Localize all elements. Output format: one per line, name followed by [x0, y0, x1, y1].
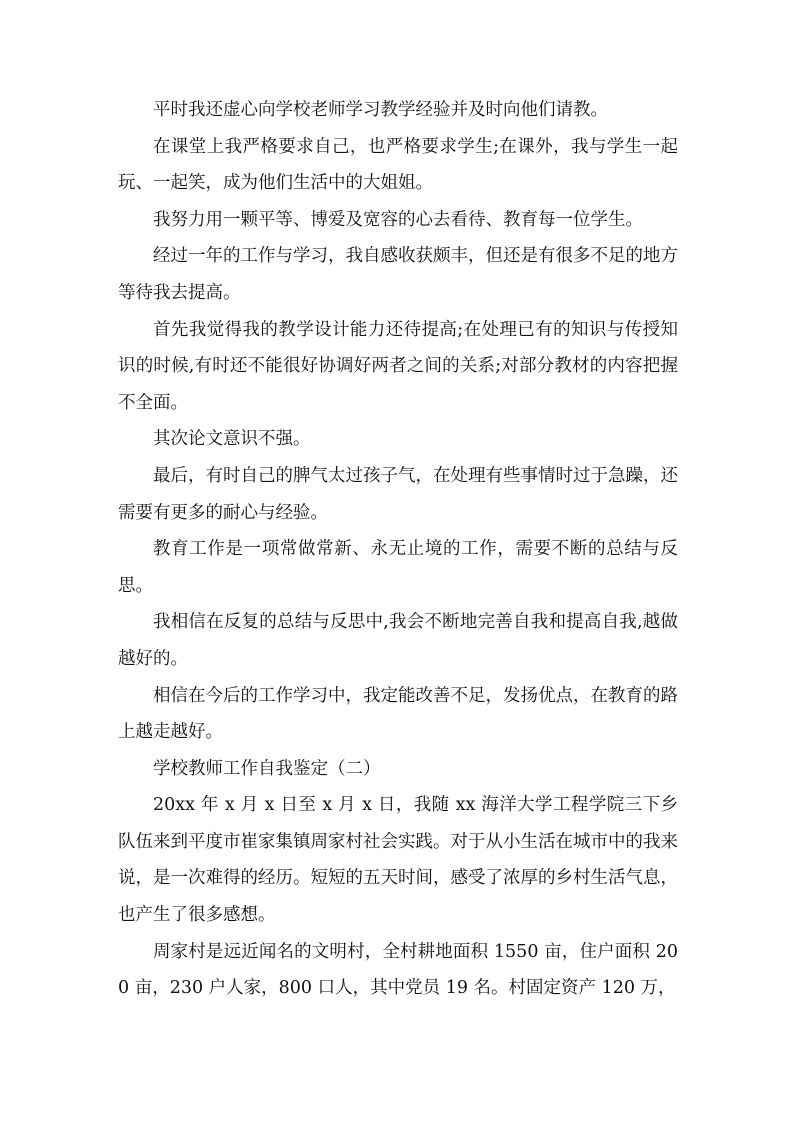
paragraph: 平时我还虚心向学校老师学习教学经验并及时向他们请教。: [153, 100, 608, 120]
paragraph: 其次论文意识不强。: [153, 429, 311, 450]
paragraph: 首先我觉得我的教学设计能力还待提高;在处理已有的知识与传授知识的时候,有时还不能很好协调好两者之间的关系;对部分教材的内容把握不全面。: [118, 319, 678, 413]
paragraph: 在课堂上我严格要求自己，也严格要求学生;在课外，我与学生一起玩、一起笑，成为他们生活中的大姐姐。: [118, 136, 678, 194]
paragraph: 教育工作是一项常做常新、永无止境的工作，需要不断的总结与反思。: [118, 539, 678, 596]
section-heading: 学校教师工作自我鉴定（二）: [153, 758, 381, 779]
paragraph: 周家村是远近闻名的文明村，全村耕地面积 1550 亩，住户面积 200 亩，230 户人家，800 口人，其中党员 19 名。村固定资产 120 万，: [118, 941, 678, 999]
paragraph: 我努力用一颗平等、博爱及宽容的心去看待、教育每一位学生。: [153, 209, 643, 230]
paragraph: 经过一年的工作与学习，我自感收获颇丰，但还是有很多不足的地方等待我去提高。: [118, 246, 678, 303]
document-body: [118, 92, 678, 1007]
paragraph: 最后，有时自己的脾气太过孩子气，在处理有些事情时过于急躁，还需要有更多的耐心与经验。: [118, 465, 678, 523]
paragraph: 我相信在反复的总结与反思中,我会不断地完善自我和提高自我,越做越好的。: [118, 612, 678, 669]
paragraph: 20xx 年 x 月 x 日至 x 月 x 日，我随 xx 海洋大学工程学院三下乡队伍来到平度市崔家集镇周家村社会实践。对于从小生活在城市中的我来说，是一次难得的经历。短短的五天时间，感受了浓厚的乡村生活气息，也产生了很多感想。: [118, 795, 678, 926]
paragraph: 相信在今后的工作学习中，我定能改善不足，发扬优点，在教育的路上越走越好。: [118, 685, 678, 743]
